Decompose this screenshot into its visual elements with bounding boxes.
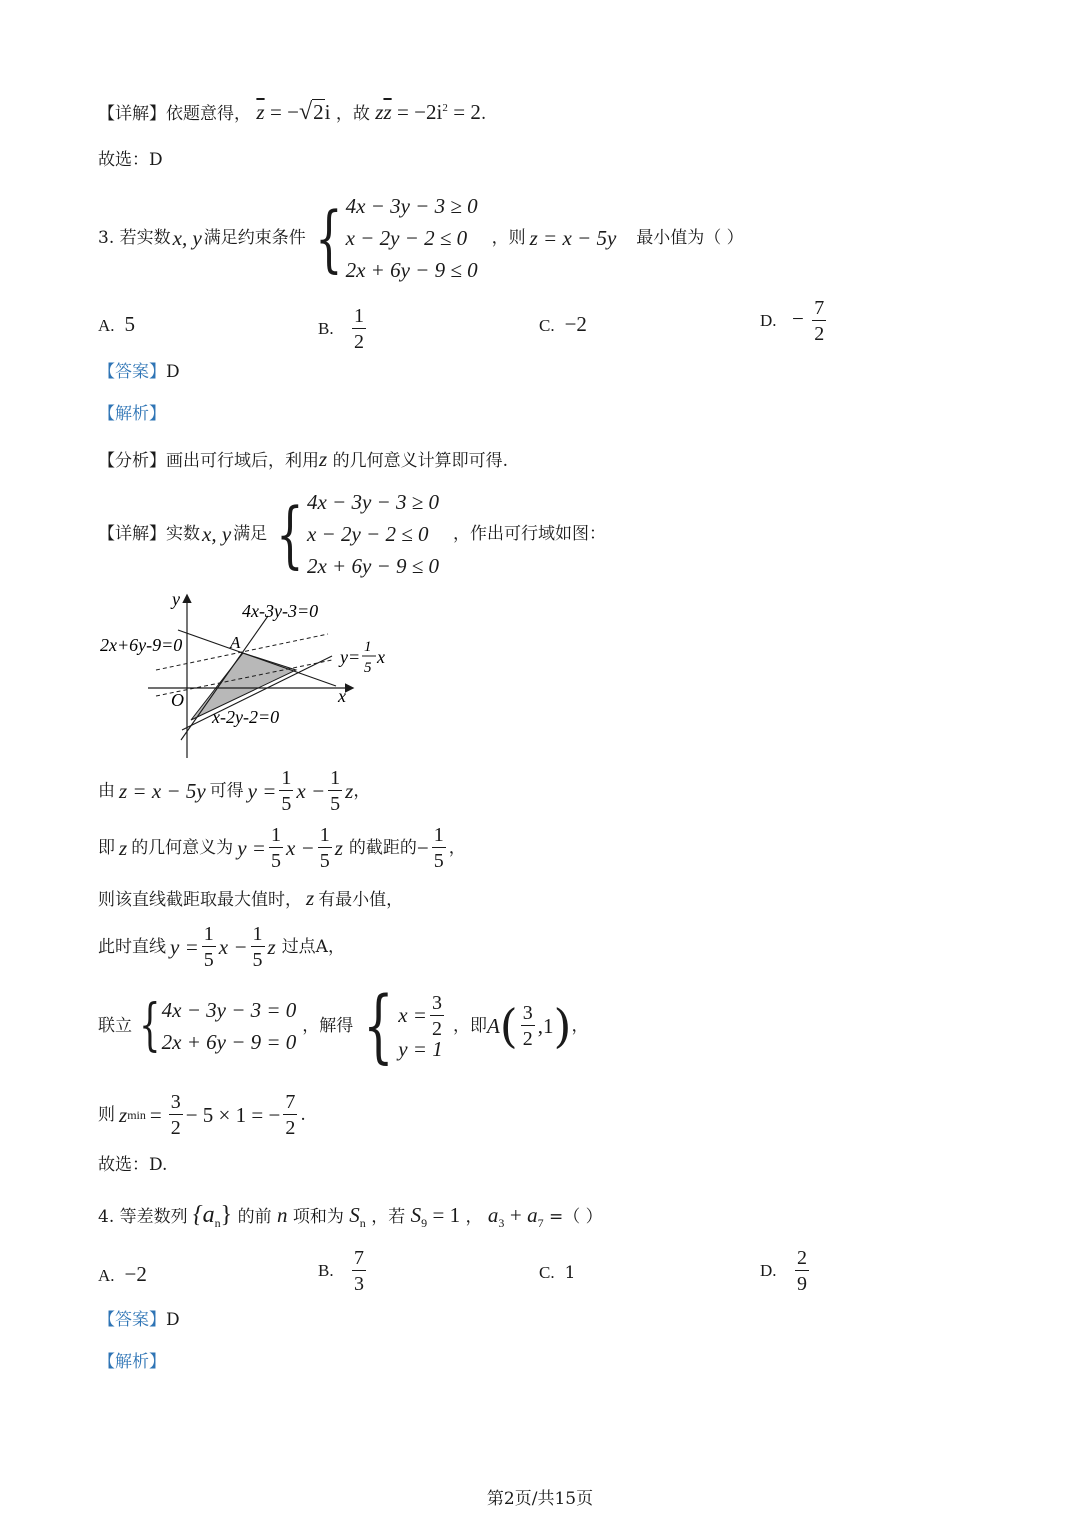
answer-value: D <box>166 362 180 382</box>
graph-line4-a: y= <box>340 647 361 667</box>
z-var: z <box>375 100 384 124</box>
frac-num: 1 <box>319 824 330 846</box>
s1-frac-1 <box>279 768 293 814</box>
q4-seq-end: } <box>220 1202 233 1228</box>
constraint-1: 4x − 3y − 3 ≥ 0 <box>306 490 439 514</box>
constraint-3: 2x + 6y − 9 ≤ 0 <box>306 554 439 578</box>
frac-den: 2 <box>431 1017 442 1040</box>
imag-unit: i <box>324 100 331 124</box>
s1-y: y = <box>247 778 277 803</box>
s4-b: 过点A， <box>281 936 345 957</box>
step-4 <box>98 924 345 970</box>
s3-b: 有最小值， <box>318 890 404 910</box>
q3-xy: x, y <box>172 225 202 250</box>
detail-text-c: ，作出可行域如图： <box>452 523 606 544</box>
s4-frac-1 <box>202 924 216 970</box>
detail-xy: x, y <box>202 521 232 546</box>
s2-end: ， <box>448 837 466 858</box>
q4-a7: a <box>527 1203 538 1227</box>
option-label: C. <box>539 316 555 335</box>
s3-z: z <box>306 886 315 910</box>
q4-stem-c: 项和为 <box>292 1207 344 1227</box>
frac-num: 3 <box>431 991 442 1014</box>
graph-line3-label: x-2y-2=0 <box>212 707 280 727</box>
q4-a7-sub: 7 <box>537 1216 544 1230</box>
q4-S-sub: n <box>359 1216 366 1230</box>
option-value: 1 <box>564 1263 576 1283</box>
s5-y: y = 1 <box>398 1036 443 1061</box>
q3-option-a <box>98 312 135 337</box>
q4-S9: S <box>410 1203 422 1227</box>
q4-seq: {a <box>193 1202 215 1228</box>
constraint-1: 4x − 3y − 3 ≥ 0 <box>345 194 478 218</box>
q4-analysis-tag <box>98 1354 166 1371</box>
choose-line-1: 故选：D <box>98 150 163 170</box>
option-label: D. <box>760 310 777 330</box>
detail-constraint-system: { 4x − 3y − 3 ≥ 0 x − 2y − 2 ≤ 0 2x + 6y − 9 ≤ 0 <box>267 486 439 582</box>
s1-end: ， <box>353 780 371 801</box>
fenxi-text-b: 的几何意义计算即可得. <box>332 451 508 471</box>
option-label: C. <box>539 1263 555 1282</box>
q4-answer <box>98 1312 180 1329</box>
detail-tag: 【详解】 <box>98 104 166 124</box>
frac-num: 1 <box>203 923 214 945</box>
option-fraction <box>795 1248 809 1294</box>
answer-value: D <box>166 1310 180 1330</box>
s5-c: ，即 <box>452 1015 487 1036</box>
frac-den: 5 <box>203 949 214 971</box>
s5-b: ，解得 <box>302 1015 354 1036</box>
z-conj-var: $\overline{z}$ <box>383 100 392 124</box>
q3-z-expr: z = x − 5y <box>529 225 617 250</box>
frac-num: 2 <box>796 1247 807 1269</box>
s1-frac-2 <box>328 768 342 814</box>
q4-option-a <box>98 1262 147 1287</box>
graph-point-a: A <box>230 633 241 652</box>
frac-den: 2 <box>354 331 364 353</box>
q4-a3: a <box>487 1203 499 1227</box>
option-sign: − <box>791 306 804 331</box>
s2-b: 的几何意义为 <box>131 837 234 858</box>
s5-system: { 4x − 3y − 3 = 0 2x + 6y − 9 = 0 <box>139 992 297 1058</box>
analysis-tag: 【解析】 <box>98 1352 166 1372</box>
eq-part-2: = −2i <box>397 100 443 124</box>
frac-den: 5 <box>252 949 263 971</box>
s6-frac-2 <box>283 1092 297 1138</box>
s6-a: 则 <box>98 1104 115 1125</box>
fenxi-tag: 【分析】 <box>98 451 166 471</box>
q4-stem-e: ， <box>465 1207 483 1227</box>
graph-line4-num: 1 <box>364 639 372 655</box>
graph-line1-label: 4x-3y-3=0 <box>242 601 319 621</box>
eq-part-3: = 2 <box>453 100 481 124</box>
s4-x: x − <box>218 934 248 959</box>
q4-eqp: =（ ） <box>548 1207 603 1227</box>
option-label: B. <box>318 1260 334 1280</box>
frac-num: 1 <box>281 767 292 789</box>
fenxi-z: z <box>319 447 328 471</box>
constraint-2: x − 2y − 2 ≤ 0 <box>345 226 468 250</box>
s4-z: z <box>267 934 276 959</box>
q3-detail <box>98 486 606 582</box>
option-value: −2 <box>124 1262 147 1286</box>
q3-stem-a: 3. 若实数 <box>98 227 171 248</box>
option-value: 5 <box>124 312 136 336</box>
q3-done: 故选：D. <box>98 1155 168 1175</box>
detail-line-1: 【详解】依题意得， $\overline{z} = -√2i$ ，故 $z\overline{z} = -2i^2 = 2$. <box>98 99 487 125</box>
graph-x-label: x <box>338 686 346 706</box>
q4-S9-eq: = 1 <box>432 1203 461 1227</box>
graph-y-label: y <box>172 590 180 609</box>
option-fraction <box>812 298 826 344</box>
step-5: 联立 { 4x − 3y − 3 = 0 2x + 6y − 9 = 0 ，解得 { x = $\frac{3}{2}$ y = 1 ，即 A ( $\frac{3}{2}$ ,1 ) ， <box>98 979 589 1072</box>
q3-stem-c: ，则 <box>491 227 526 248</box>
detail-text-a: 实数 <box>166 523 200 544</box>
q4-option-c <box>539 1263 575 1283</box>
option-fraction <box>352 1248 366 1294</box>
s6-frac-1 <box>169 1092 183 1138</box>
frac-den: 2 <box>814 323 825 345</box>
q4-n: n <box>276 1203 288 1227</box>
s4-a: 此时直线 <box>98 936 166 957</box>
frac-den: 5 <box>270 850 281 872</box>
option-label: B. <box>318 318 334 338</box>
s5-end: ， <box>571 1015 589 1036</box>
step-6 <box>98 1092 306 1138</box>
q3-stem <box>98 190 744 286</box>
answer-tag: 【答案】 <box>98 362 166 382</box>
frac-den: 2 <box>170 1117 181 1139</box>
s2-x: x − <box>285 835 315 860</box>
q3-answer <box>98 364 180 381</box>
frac-num: 1 <box>252 923 263 945</box>
q3-option-b <box>318 306 369 352</box>
page-footer: 第2页/共15页 <box>486 1489 594 1509</box>
detail-tag: 【详解】 <box>98 523 166 544</box>
fenxi-text-a: 画出可行域后，利用 <box>166 451 319 471</box>
s5-x: x = <box>398 1003 427 1027</box>
s5-solution: { x = $\frac{3}{2}$ y = 1 <box>353 990 447 1062</box>
s5-point: A <box>486 1013 500 1038</box>
s1-a: 由 <box>98 780 115 801</box>
q4-S: S <box>349 1203 360 1227</box>
s4-y: y = <box>170 934 199 959</box>
s5-eq-2: 2x + 6y − 9 = 0 <box>161 1030 297 1054</box>
q3-option-c <box>539 312 587 337</box>
graph-line2-label: 2x+6y-9=0 <box>100 635 183 655</box>
q3-stem-b: 满足约束条件 <box>203 227 306 248</box>
option-label: A. <box>98 1266 115 1285</box>
q4-option-d <box>760 1248 812 1294</box>
option-value: −2 <box>564 312 587 336</box>
s3-a: 则该直线截距取最大值时， <box>98 890 302 910</box>
q4-seq-sub: n <box>214 1216 221 1230</box>
answer-tag: 【答案】 <box>98 1310 166 1330</box>
s1-z: z <box>345 778 354 803</box>
frac-num: 7 <box>285 1091 296 1113</box>
s2-frac-2 <box>318 825 332 871</box>
frac-num: 1 <box>270 824 281 846</box>
step-2 <box>98 825 466 871</box>
q4-S9-sub: 9 <box>421 1216 428 1230</box>
frac-den: 5 <box>319 850 330 872</box>
detail-text-b: 满足 <box>233 523 268 544</box>
frac-num: 3 <box>170 1091 181 1113</box>
s2-frac-3 <box>432 825 446 871</box>
s2-sign: − <box>416 835 429 860</box>
frac-den: 3 <box>354 1273 364 1295</box>
frac-den: 5 <box>433 850 444 872</box>
option-label: A. <box>98 316 115 335</box>
period: . <box>480 104 487 124</box>
s6-sub: min <box>127 1108 146 1122</box>
frac-num: 1 <box>354 305 364 327</box>
frac-den: 5 <box>330 793 341 815</box>
graph-line4-den: 5 <box>364 660 372 676</box>
frac-num: 7 <box>814 297 825 319</box>
frac-num: 1 <box>330 767 341 789</box>
z-conjugate: $\overline{z}$ <box>256 100 265 124</box>
s6-z: z <box>119 1102 128 1127</box>
step-1 <box>98 768 370 814</box>
s6-eq: = <box>149 1102 162 1127</box>
s2-frac-1 <box>269 825 283 871</box>
s5-p1: ,1 <box>537 1013 554 1038</box>
q3-analysis-tag <box>98 406 166 423</box>
option-label: D. <box>760 1260 777 1280</box>
q3-constraint-system: { 4x − 3y − 3 ≥ 0 x − 2y − 2 ≤ 0 2x + 6y − 9 ≤ 0 <box>306 190 478 286</box>
s6-end: . <box>300 1104 306 1125</box>
s5-xfrac <box>430 993 444 1039</box>
analysis-tag: 【解析】 <box>98 404 166 424</box>
frac-den: 5 <box>281 793 292 815</box>
s2-y: y = <box>237 835 266 860</box>
frac-den: 2 <box>522 1028 533 1050</box>
frac-num: 7 <box>354 1247 364 1269</box>
q4-stem <box>98 1203 603 1229</box>
s6-mid: − 5 × 1 = − <box>185 1102 281 1127</box>
exponent: 2 <box>442 102 448 114</box>
detail-text: 依题意得， <box>166 104 251 124</box>
q3-option-d <box>760 298 829 344</box>
s2-c: 的截距的 <box>348 837 417 858</box>
constraint-3: 2x + 6y − 9 ≤ 0 <box>345 258 478 282</box>
sqrt-value: 2 <box>313 100 324 124</box>
s1-expr: z = x − 5y <box>119 778 206 803</box>
s4-frac-2 <box>251 924 265 970</box>
q4-stem-b: 的前 <box>237 1207 272 1227</box>
q4-plus: + <box>509 1203 522 1227</box>
option-fraction <box>352 306 366 352</box>
step-3 <box>98 888 403 909</box>
q4-option-b <box>318 1248 369 1294</box>
s2-z: z <box>119 835 128 860</box>
s5-pfrac <box>521 1003 535 1049</box>
s2-a: 即 <box>98 837 115 858</box>
constraint-2: x − 2y − 2 ≤ 0 <box>306 522 429 546</box>
frac-den: 2 <box>285 1117 296 1139</box>
s1-b: 可得 <box>209 780 244 801</box>
graph-origin: O <box>171 690 184 710</box>
graph-line4-b: x <box>377 647 385 667</box>
q3-stem-d: 最小值为（ ） <box>636 227 744 248</box>
s1-x: x − <box>296 778 326 803</box>
frac-num: 1 <box>433 824 444 846</box>
s5-eq-1: 4x − 3y − 3 = 0 <box>161 998 297 1022</box>
frac-num: 3 <box>522 1002 533 1024</box>
s2-z2: z <box>334 835 343 860</box>
q4-stem-d: ，若 <box>371 1207 406 1227</box>
conj-text: ，故 <box>335 104 370 124</box>
eq-part: = − <box>270 100 299 124</box>
s5-a: 联立 <box>98 1015 132 1036</box>
frac-den: 9 <box>796 1273 807 1295</box>
q4-a3-sub: 3 <box>498 1216 505 1230</box>
q3-fenxi <box>98 449 508 470</box>
q4-stem-a: 4. 等差数列 <box>98 1207 188 1227</box>
feasible-region-graph <box>96 590 396 762</box>
